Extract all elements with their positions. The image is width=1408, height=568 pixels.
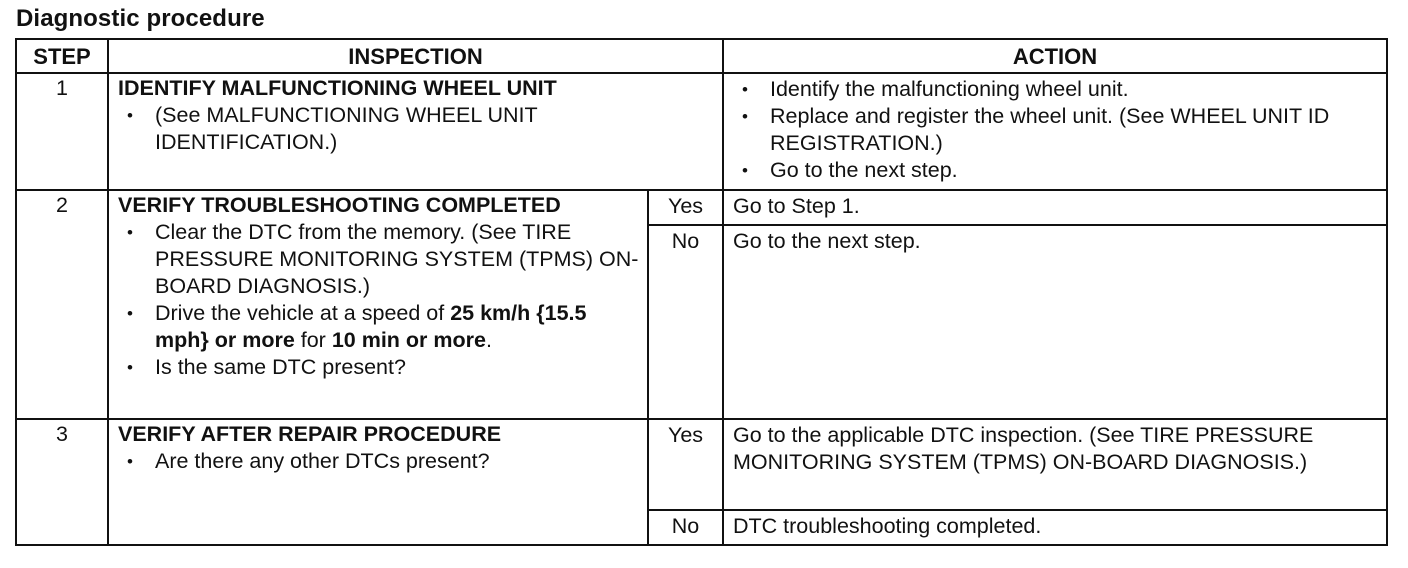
inspection-cell [108,190,648,419]
inspection-title: VERIFY AFTER REPAIR PROCEDURE [118,422,502,446]
text: for [294,328,332,352]
list-item: • Is the same DTC present? [118,354,639,381]
list-item: • Clear the DTC from the memory. (See TIRE PRESSURE MONITORING SYSTEM (TPMS) ON-BOARD DIAGNOSIS.) [118,219,639,300]
speed-value: 25 km/h {15.5 mph} or more [155,301,587,352]
no-action: DTC troubleshooting completed. [723,510,1387,545]
list-item: • Are there any other DTCs present? [118,448,639,475]
inspection-list [118,448,639,475]
no-label: No [648,510,723,545]
action-list [733,76,1378,184]
diagnostic-procedure-table [15,38,1388,546]
text: Drive the vehicle at a speed of [155,301,451,325]
list-item: • Identify the malfunctioning wheel unit. [733,76,1378,103]
step-number: 3 [16,419,108,545]
action-header: ACTION [723,39,1387,73]
yes-label: Yes [648,190,723,225]
inspection-header: INSPECTION [108,39,723,73]
no-label: No [648,225,723,419]
list-item: • (See MALFUNCTIONING WHEEL UNIT IDENTIFICATION.) [118,102,714,156]
step-number: 2 [16,190,108,419]
inspection-list [118,102,714,156]
inspection-title: IDENTIFY MALFUNCTIONING WHEEL UNIT [118,76,557,100]
step-row-2-yes [16,190,1387,225]
inspection-cell [108,73,723,190]
inspection-list [118,219,639,381]
time-value: 10 min or more [331,328,486,352]
yes-action: Go to Step 1. [723,190,1387,225]
text: . [485,328,492,352]
step-row-1 [16,73,1387,190]
list-item [118,300,639,354]
no-action: Go to the next step. [723,225,1387,419]
list-item: • Go to the next step. [733,157,1378,184]
page-title: Diagnostic procedure [16,5,265,32]
step-number: 1 [16,73,108,190]
list-item: • Replace and register the wheel unit. (See WHEEL UNIT ID REGISTRATION.) [733,103,1378,157]
inspection-cell [108,419,648,545]
inspection-title: VERIFY TROUBLESHOOTING COMPLETED [118,193,561,217]
action-cell [723,73,1387,190]
yes-action: Go to the applicable DTC inspection. (See TIRE PRESSURE MONITORING SYSTEM (TPMS) ON-BOARD DIAGNOSIS.) [723,419,1387,510]
header-row [16,39,1387,73]
yes-label: Yes [648,419,723,510]
step-header: STEP [16,39,108,73]
step-row-3-yes [16,419,1387,510]
